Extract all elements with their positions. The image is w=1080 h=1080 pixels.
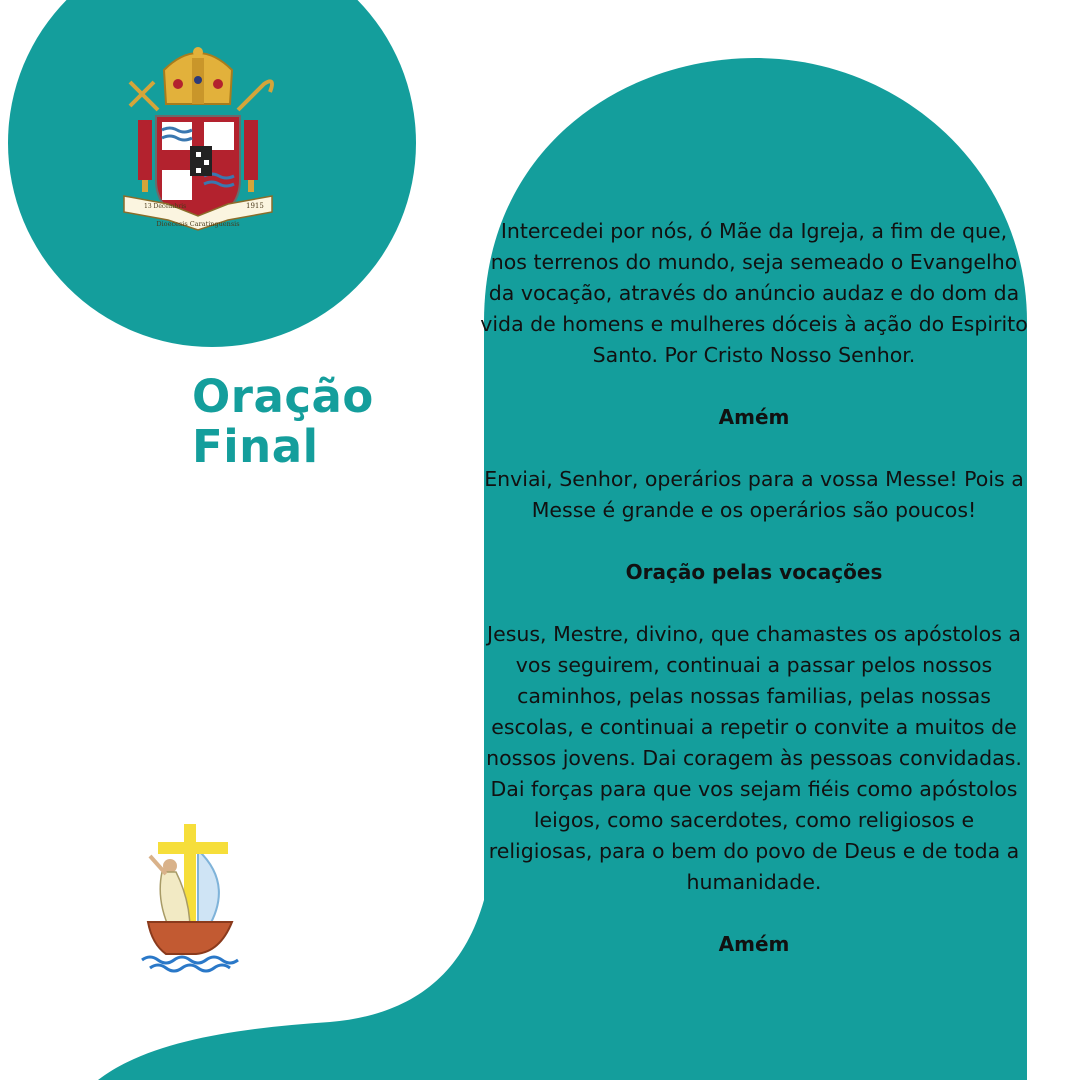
crest-ribbon-right: 1915 — [246, 202, 264, 210]
page-title — [192, 372, 374, 472]
amen-2: Amém — [718, 932, 790, 956]
prayer-paragraph-2: Enviai, Senhor, operários para a vossa Messe! Pois a Messe é grande e os operários são poucos! — [484, 467, 1024, 522]
prayer-text — [480, 216, 1028, 960]
vocation-boat-logo — [136, 820, 246, 980]
prayer-heading: Oração pelas vocações — [625, 560, 883, 584]
diocese-crest-logo — [118, 40, 278, 240]
crest-ribbon-left: 13 Decembris — [144, 203, 187, 210]
prayer-paragraph-1: Intercedei por nós, ó Mãe da Igreja, a fim de que, nos terrenos do mundo, seja semeado o Evangelho da vocação, através do anúncio audaz e do dom da vida de homens e mulheres dóceis à ação do Espirito Santo. Por Cristo Nosso Senhor. — [480, 219, 1028, 367]
title-line-1: Oração — [192, 370, 374, 423]
title-line-2: Final — [192, 420, 319, 473]
prayer-paragraph-3: Jesus, Mestre, divino, que chamastes os apóstolos a vos seguirem, continuai a passar pelos nossos caminhos, pelas nossas familias, pelas nossas escolas, e continuai a repetir o convite a muitos de nossos jovens. Dai coragem às pessoas convidadas. Dai forças para que vos sejam fiéis como apóstolos leigos, como sacerdotes, como religiosos e religiosas, para o bem do povo de Deus e de toda a humanidade. — [486, 622, 1022, 894]
amen-1: Amém — [718, 405, 790, 429]
crest-ribbon-center: Dioecesis Caratinguensis — [156, 220, 240, 228]
